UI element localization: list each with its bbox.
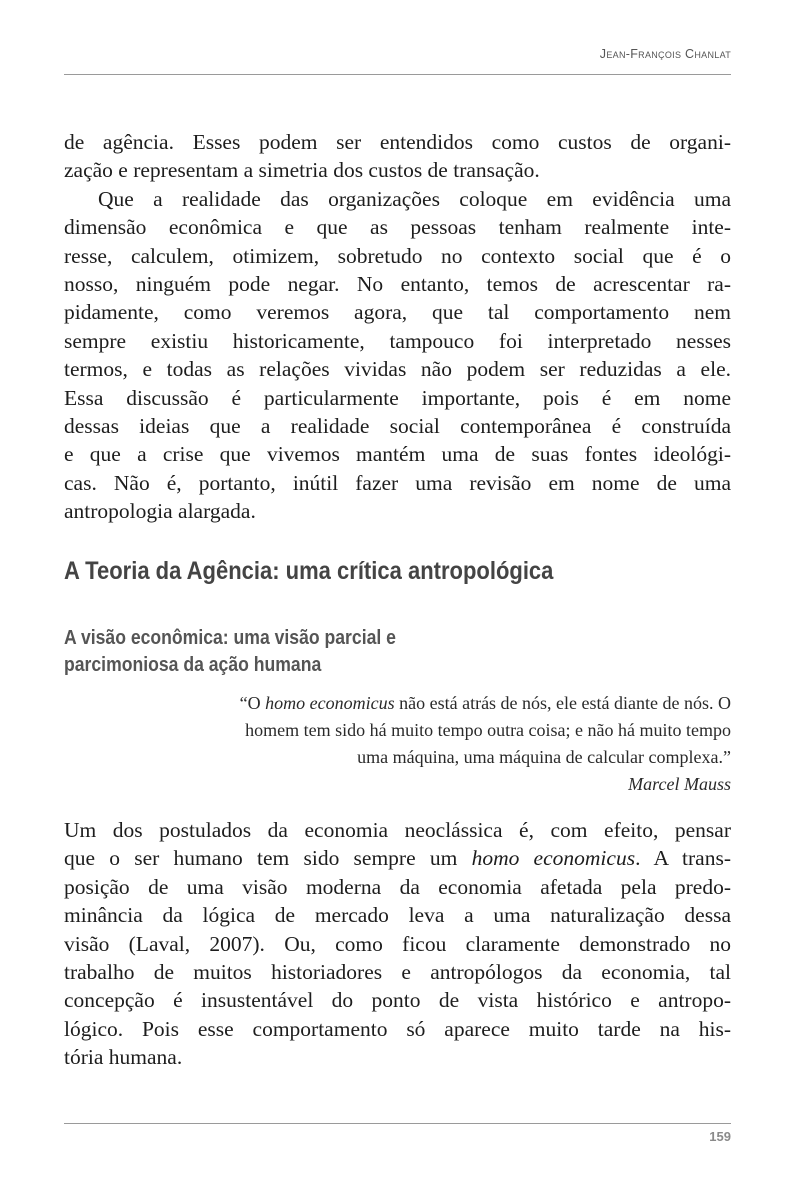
epigraph-quote [91,690,731,798]
paragraph-agency-costs [64,128,731,526]
page-number: 159 [709,1129,731,1144]
footer-rule [64,1123,731,1124]
text-line: zação e representam a simetria dos custos de transação. [64,158,540,183]
text-line: resse, calculem, otimizem, sobretudo no contexto social que é o [64,243,731,268]
text-line: sempre existiu historicamente, tampouco foi interpretado nesses [64,328,731,353]
text-line: concepção é insustentável do ponto de vista histórico e antropo- [64,988,731,1013]
text-line: de agência. Esses podem ser entendidos como custos de organi- [64,130,731,154]
text-line: minância da lógica de mercado leva a uma naturalização dessa [64,903,731,928]
epigraph-author: Marcel Mauss [628,774,731,794]
text-line: que o ser humano tem sido sempre um homo economicus. A trans- [64,846,731,871]
text-line: visão (Laval, 2007). Ou, como ficou claramente demonstrado no [64,931,731,956]
subsection-heading [64,625,396,679]
section-heading: A Teoria da Agência: uma crítica antropológica [64,557,554,585]
text-line: e que a crise que vivemos mantém uma de suas fontes ideológi- [64,442,731,467]
epigraph-line: homem tem sido há muito tempo outra coisa; e não há muito tempo [245,720,731,740]
text-line: trabalho de muitos historiadores e antropólogos da economia, tal [64,960,731,985]
epigraph-line: uma máquina, uma máquina de calcular complexa.” [357,747,731,767]
text-line: Que a realidade das organizações coloque em evidência uma [98,186,731,211]
text-line: Um dos postulados da economia neoclássica é, com efeito, pensar [64,818,731,842]
text-line: dessas ideias que a realidade social contemporânea é construída [64,414,731,439]
text-line: nosso, ninguém pode negar. No entanto, temos de acrescentar ra- [64,272,731,297]
text-line: lógico. Pois esse comportamento só aparece muito tarde na his- [64,1016,731,1041]
subsection-heading-line1: A visão econômica: uma visão parcial e [64,627,396,649]
text-line: cas. Não é, portanto, inútil fazer uma revisão em nome de uma [64,470,731,495]
subsection-heading-line2: parcimoniosa da ação humana [64,654,322,676]
text-line: dimensão econômica e que as pessoas tenham realmente inte- [64,215,731,240]
homo-economicus-term: homo economicus [265,693,395,713]
running-header-author: Jean-François Chanlat [599,47,731,61]
header-rule [64,74,731,75]
text-line: tória humana. [64,1045,183,1070]
epigraph-line: “O homo economicus não está atrás de nós, ele está diante de nós. O [239,693,731,713]
homo-economicus-term: homo economicus [471,846,636,871]
text-line: antropologia alargada. [64,499,256,524]
text-line: pidamente, como veremos agora, que tal comportamento nem [64,300,731,325]
paragraph-homo-economicus [64,816,731,1072]
text-line: termos, e todas as relações vividas não podem ser reduzidas a ele. [64,357,731,382]
text-line: posição de uma visão moderna da economia afetada pela predo- [64,874,731,899]
text-line: Essa discussão é particularmente importante, pois é em nome [64,385,731,410]
